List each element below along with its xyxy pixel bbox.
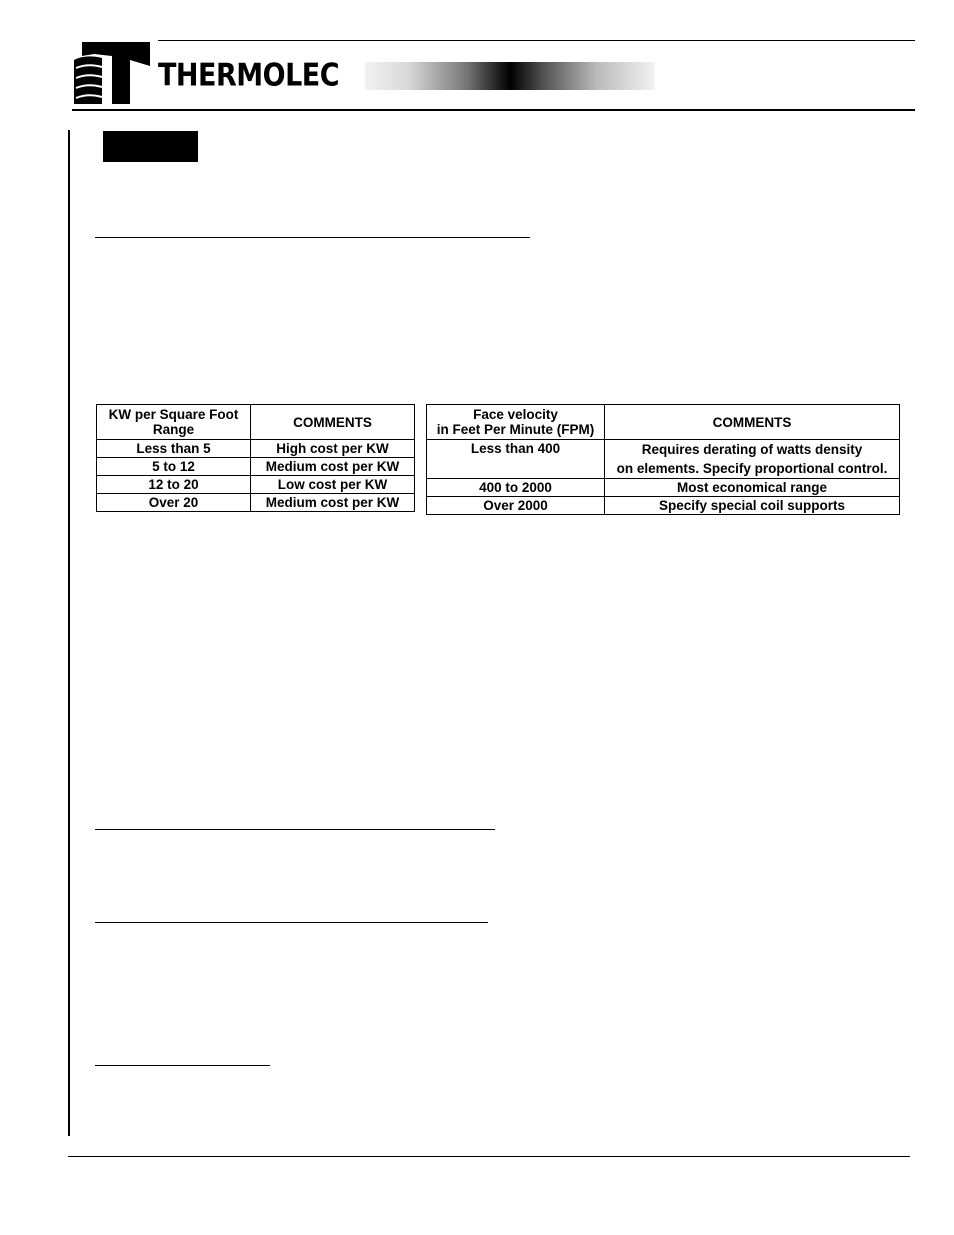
table-cell: 5 to 12 bbox=[97, 458, 251, 476]
table-cell: Specify special coil supports bbox=[605, 497, 900, 515]
thermolec-logo-icon bbox=[72, 38, 152, 108]
table-row bbox=[97, 476, 415, 494]
table-row bbox=[97, 440, 415, 458]
table-cell: 400 to 2000 bbox=[427, 479, 605, 497]
table-cell: Most economical range bbox=[605, 479, 900, 497]
cell-line: Requires derating of watts density bbox=[641, 442, 863, 457]
table-cell: Over 20 bbox=[97, 494, 251, 512]
section-heading-rule-1 bbox=[95, 237, 530, 238]
face-velocity-table bbox=[426, 404, 900, 515]
section-heading-rule-3 bbox=[95, 922, 488, 923]
table-cell: Medium cost per KW bbox=[251, 458, 415, 476]
table-cell: Medium cost per KW bbox=[251, 494, 415, 512]
left-margin-rule bbox=[68, 130, 70, 1136]
table-row bbox=[427, 479, 900, 497]
header-line: Face velocity bbox=[473, 407, 558, 422]
header-top-rule bbox=[158, 40, 915, 41]
table-row bbox=[427, 440, 900, 479]
table-header-row bbox=[97, 405, 415, 440]
brand-name: THERMOLEC bbox=[158, 58, 340, 94]
table-cell: Low cost per KW bbox=[251, 476, 415, 494]
header-line: in Feet Per Minute (FPM) bbox=[436, 422, 595, 437]
section-heading-rule-4 bbox=[95, 1065, 270, 1066]
column-header-comments: COMMENTS bbox=[605, 405, 900, 440]
column-header-kw-range: KW per Square Foot Range bbox=[97, 405, 251, 440]
table-row bbox=[97, 494, 415, 512]
header-bottom-rule bbox=[72, 109, 915, 111]
column-header-face-velocity bbox=[427, 405, 605, 440]
kw-per-square-foot-table bbox=[96, 404, 415, 512]
table-header-row bbox=[427, 405, 900, 440]
header-gradient-bar bbox=[365, 62, 655, 90]
section-heading-rule-2 bbox=[95, 829, 495, 830]
column-header-comments: COMMENTS bbox=[251, 405, 415, 440]
cell-line: on elements. Specify proportional control. bbox=[616, 461, 888, 476]
footer-rule bbox=[68, 1156, 910, 1157]
section-tab bbox=[103, 131, 198, 162]
table-cell: Less than 400 bbox=[427, 440, 605, 479]
table-cell: Less than 5 bbox=[97, 440, 251, 458]
table-cell: High cost per KW bbox=[251, 440, 415, 458]
table-cell bbox=[605, 440, 900, 479]
table-cell: 12 to 20 bbox=[97, 476, 251, 494]
table-row bbox=[97, 458, 415, 476]
table-cell: Over 2000 bbox=[427, 497, 605, 515]
table-row bbox=[427, 497, 900, 515]
